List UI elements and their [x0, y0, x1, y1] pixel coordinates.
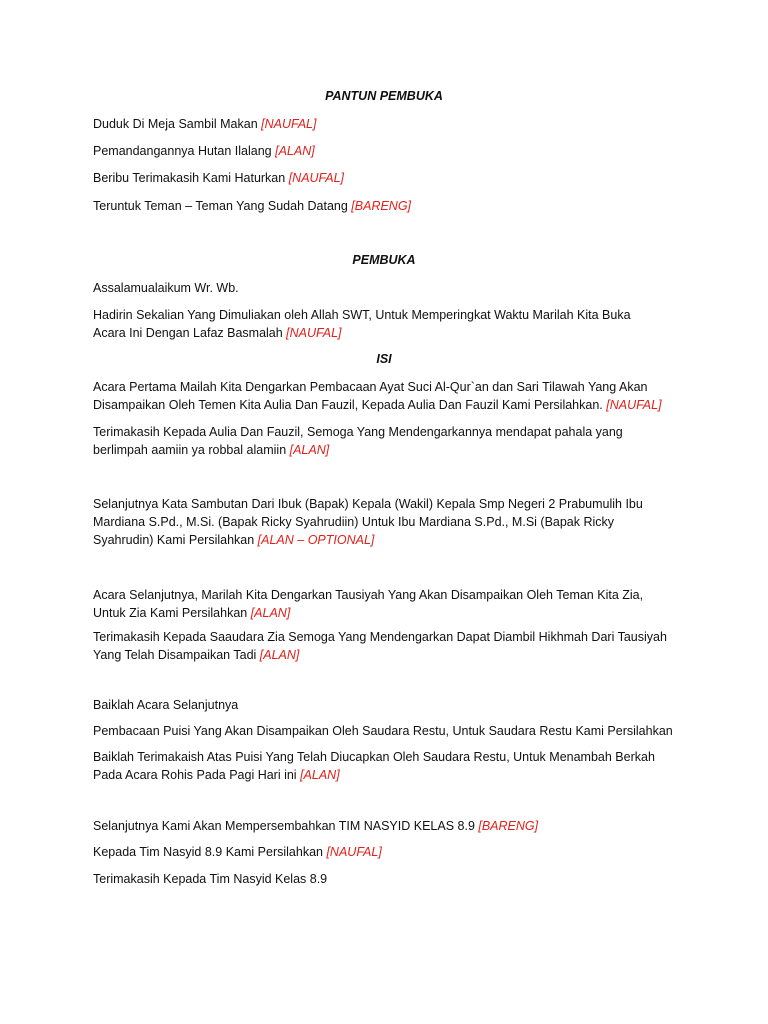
paragraph: [93, 495, 693, 549]
section-heading-isi: ISI: [376, 352, 392, 366]
paragraph: [93, 378, 693, 414]
section-heading-pantun-pembuka: PANTUN PEMBUKA: [325, 89, 443, 103]
paragraph: [93, 115, 693, 133]
speaker-tag: [BARENG]: [478, 819, 539, 833]
paragraph: [93, 142, 693, 160]
paragraph-text: Selanjutnya Kata Sambutan Dari Ibuk (Bapak) Kepala (Wakil) Kepala Smp Negeri 2 Prabumulih Ibu Mardiana S.Pd., M.Si. (Bapak Ricky Syahrudiin) Untuk Ibu Mardiana S.Pd., M.Si (Bapak Ricky Syahrudin) Kami Persilahkan: [93, 497, 643, 547]
section-heading-pembuka: PEMBUKA: [352, 253, 416, 267]
paragraph-text: Baiklah Acara Selanjutnya: [93, 698, 239, 712]
paragraph: [93, 722, 693, 740]
paragraph: [93, 748, 693, 784]
paragraph: [93, 423, 693, 459]
speaker-tag: [ALAN]: [275, 144, 315, 158]
paragraph: [93, 586, 693, 622]
speaker-tag: [NAUFAL]: [288, 171, 345, 185]
speaker-tag: [ALAN]: [259, 648, 300, 662]
paragraph-text: Acara Selanjutnya, Marilah Kita Dengarkan Tausiyah Yang Akan Disampaikan Oleh Teman Kita Zia, Untuk Zia Kami Persilahkan: [93, 588, 644, 620]
paragraph: [93, 279, 693, 297]
paragraph-text: Terimakasih Kepada Aulia Dan Fauzil, Semoga Yang Mendengarkannya mendapat pahala yang berlimpah aamiin ya robbal alamiin: [93, 425, 623, 457]
speaker-tag: [ALAN]: [300, 768, 340, 782]
paragraph: [93, 817, 693, 835]
paragraph-text: Kepada Tim Nasyid 8.9 Kami Persilahkan: [93, 845, 327, 859]
paragraph: [93, 197, 693, 215]
paragraph: [93, 306, 693, 342]
paragraph-text: Selanjutnya Kami Akan Mempersembahkan TIM NASYID KELAS 8.9: [93, 819, 479, 833]
paragraph-text: Acara Pertama Mailah Kita Dengarkan Pembacaan Ayat Suci Al-Qur`an dan Sari Tilawah Yang Akan Disampaikan Oleh Temen Kita Aulia Dan Fauzil, Kepada Aulia Dan Fauzil Kami Persilahkan.: [93, 380, 648, 412]
speaker-tag: [NAUFAL]: [326, 845, 382, 859]
paragraph-text: Terimakasih Kepada Tim Nasyid Kelas 8.9: [93, 872, 328, 886]
paragraph-text: Hadirin Sekalian Yang Dimuliakan oleh Allah SWT, Untuk Memperingkat Waktu Marilah Kita Buka Acara Ini Dengan Lafaz Basmalah: [93, 308, 631, 340]
speaker-tag: [NAUFAL]: [286, 326, 342, 340]
paragraph-text: Beribu Terimakasih Kami Haturkan: [93, 171, 289, 185]
paragraph: [93, 696, 693, 714]
paragraph-text: Pembacaan Puisi Yang Akan Disampaikan Oleh Saudara Restu, Untuk Saudara Restu Kami Persilahkan: [93, 724, 673, 738]
speaker-tag: [ALAN – OPTIONAL]: [257, 533, 375, 547]
paragraph: [93, 843, 693, 861]
paragraph-text: Terimakasih Kepada Saaudara Zia Semoga Yang Mendengarkan Dapat Diambil Hikhmah Dari Tausiyah Yang Telah Disampaikan Tadi: [93, 630, 667, 662]
paragraph-text: Baiklah Terimakaish Atas Puisi Yang Telah Diucapkan Oleh Saudara Restu, Untuk Menambah Berkah Pada Acara Rohis Pada Pagi Hari ini: [93, 750, 655, 782]
paragraph: [93, 628, 693, 664]
speaker-tag: [ALAN]: [250, 606, 291, 620]
speaker-tag: [BARENG]: [351, 199, 412, 213]
paragraph: [93, 870, 693, 888]
speaker-tag: [NAUFAL]: [606, 398, 662, 412]
speaker-tag: [NAUFAL]: [261, 117, 317, 131]
paragraph-text: Duduk Di Meja Sambil Makan: [93, 117, 262, 131]
paragraph: [93, 169, 693, 187]
speaker-tag: [ALAN]: [289, 443, 330, 457]
paragraph-text: Assalamualaikum Wr. Wb.: [93, 281, 239, 295]
paragraph-text: Pemandangannya Hutan Ilalang: [93, 144, 276, 158]
paragraph-text: Teruntuk Teman – Teman Yang Sudah Datang: [93, 199, 352, 213]
